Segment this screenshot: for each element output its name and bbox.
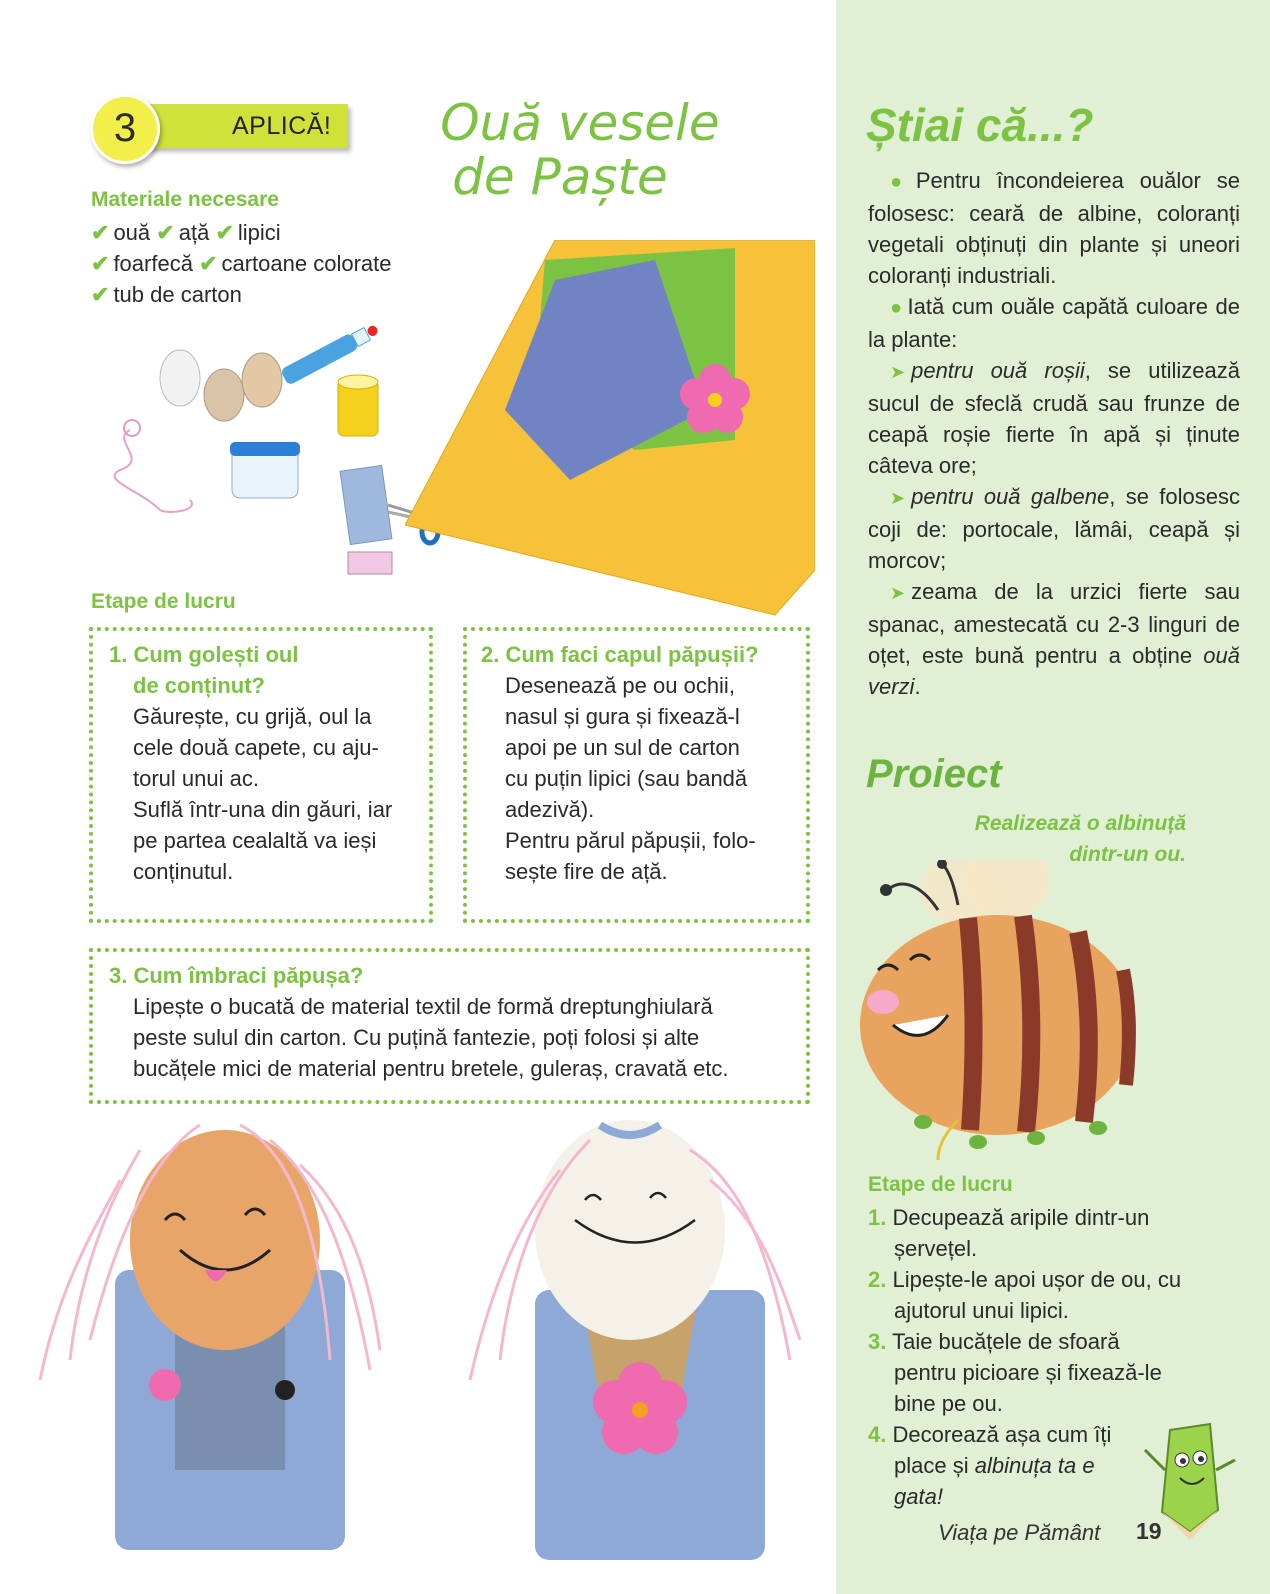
sidebar-title: Știai că...?: [866, 99, 1094, 151]
material-item: cartoane colorate: [221, 251, 392, 276]
page-number: 19: [1136, 1518, 1162, 1544]
step-2-heading: 2. Cum faci capul păpușii?: [481, 642, 759, 667]
step-1-text: [109, 701, 429, 887]
text-line: bucățele mici de material pentru bretele, guleraș, cravată etc.: [133, 1056, 729, 1081]
project-title: Proiect: [866, 752, 1002, 796]
bullet-icon: ●: [890, 171, 912, 193]
text-line: pe partea cealaltă va ieși: [133, 828, 377, 853]
paragraph-1: Pentru încondeierea ouălor se folosesc: ceară de albine, coloranți vegetali obținuți din plante și uneori coloranți industriali.: [868, 168, 1240, 288]
arrow-3-end: .: [914, 674, 921, 699]
step-box-1: [89, 627, 433, 923]
check-icon: ✔: [91, 220, 110, 245]
step-number: 1.: [868, 1205, 887, 1230]
egg-doll-2-image: [470, 1120, 800, 1560]
check-icon: ✔: [199, 251, 218, 276]
title-line-1: Ouă vesele: [440, 94, 720, 152]
text-line: adezivă).: [505, 797, 595, 822]
paragraph-2: Iată cum ouăle capătă culoare de la plante:: [868, 294, 1240, 352]
text-line: apoi pe un sul de carton: [505, 735, 740, 760]
step-text: Taie bucățele de sfoară pentru picioare și fixează-le bine pe ou.: [892, 1329, 1162, 1416]
list-item: [868, 1326, 1188, 1419]
footer-book-title: Viața pe Pământ: [938, 1520, 1101, 1545]
subtitle-line: Realizează o albinuță: [974, 812, 1186, 835]
arrow-2-text: , se folosesc coji de: portocale, lămâi, ceapă și morcov;: [868, 484, 1240, 573]
cardboard-illustration: [405, 240, 815, 620]
text-line: conținutul.: [133, 859, 234, 884]
bee-illustration: [858, 860, 1158, 1160]
fabric-piece-image: [348, 552, 392, 574]
arrow-icon: ➤: [890, 362, 906, 382]
step-box-3: [89, 948, 810, 1104]
did-you-know-text: [868, 165, 1240, 702]
material-item: foarfecă: [113, 251, 193, 276]
step-number: 2.: [868, 1267, 887, 1292]
page-title: [420, 96, 740, 204]
bullet-icon: ●: [890, 297, 904, 319]
text-line: Găurește, cu grijă, oul la: [133, 704, 372, 729]
thread-image: [115, 430, 192, 512]
egg-white-image: [160, 350, 200, 406]
text-line: Suflă într-una din găuri, iar: [133, 797, 393, 822]
check-icon: ✔: [156, 220, 175, 245]
project-steps-heading: Etape de lucru: [868, 1173, 1013, 1196]
egg-doll-1-image: [40, 1125, 380, 1550]
text-line: cu puțin lipici (sau bandă: [505, 766, 748, 791]
egg-brown-image: [204, 369, 244, 421]
subtitle-line: dintr-un ou.: [1069, 843, 1186, 866]
material-item: ouă: [113, 220, 151, 245]
check-icon: ✔: [91, 282, 110, 307]
materials-heading: Materiale necesare: [91, 188, 279, 211]
step-2-text: [481, 670, 806, 887]
title-line-2: de Paște: [452, 148, 668, 206]
material-item: tub de carton: [113, 282, 242, 307]
materials-list: [91, 217, 451, 310]
arrow-2-em: pentru ouă galbene: [911, 484, 1110, 509]
material-item: lipici: [237, 220, 281, 245]
steps-heading: Etape de lucru: [91, 590, 236, 613]
arrow-1-text: , se utilizează sucul de sfeclă crudă sau frunze de ceapă roșie fierte în apă și ținute câteva ore;: [868, 358, 1240, 478]
text-line: sește fire de ață.: [505, 859, 668, 884]
list-item: [868, 1419, 1134, 1512]
section-label: APLICĂ!: [232, 112, 332, 140]
step-1-heading-cont: de conținut?: [133, 673, 265, 698]
list-item: [868, 1202, 1188, 1264]
step-text: Decorează așa cum îți place și: [892, 1422, 1112, 1478]
check-icon: ✔: [215, 220, 234, 245]
arrow-3-em: ouă verzi: [868, 643, 1240, 699]
arrow-icon: ➤: [890, 583, 906, 603]
fabric-image: [340, 465, 392, 544]
step-number: 3.: [868, 1329, 887, 1354]
step-text: Decupează aripile dintr-un șervețel.: [892, 1205, 1150, 1261]
step-box-2: [463, 627, 810, 923]
text-line: torul unui ac.: [133, 766, 259, 791]
text-line: nasul și gura și fixează-l: [505, 704, 740, 729]
text-line: cele două capete, cu aju-: [133, 735, 379, 760]
arrow-3-text: zeama de la urzici fierte sau spanac, amestecată cu 2-3 linguri de oțet, este bună pentru a obține: [868, 579, 1240, 668]
arrow-icon: ➤: [890, 488, 906, 508]
step-3-text: [109, 991, 806, 1084]
step-1-heading: 1. Cum golești oul: [109, 642, 299, 667]
egg-dolls-photo: [0, 1120, 830, 1594]
step-3-heading: 3. Cum îmbraci păpușa?: [109, 963, 364, 988]
step-text-em: albinuța ta e gata!: [894, 1453, 1095, 1509]
step-text: Lipește-le apoi ușor de ou, cu ajutorul unui lipici.: [892, 1267, 1182, 1323]
check-icon: ✔: [91, 251, 110, 276]
list-item: [868, 1264, 1188, 1326]
text-line: Lipește o bucată de material textil de formă dreptunghiulară: [133, 994, 713, 1019]
text-line: Pentru părul păpușii, folo-: [505, 828, 756, 853]
arrow-1-em: pentru ouă roșii: [911, 358, 1085, 383]
step-number: 4.: [868, 1422, 887, 1447]
section-number: 3: [90, 94, 160, 164]
egg-painted-image: [242, 353, 282, 407]
text-line: Desenează pe ou ochii,: [505, 673, 735, 698]
material-item: ață: [178, 220, 210, 245]
text-line: peste sulul din carton. Cu puțină fantezie, poți folosi și alte: [133, 1025, 700, 1050]
